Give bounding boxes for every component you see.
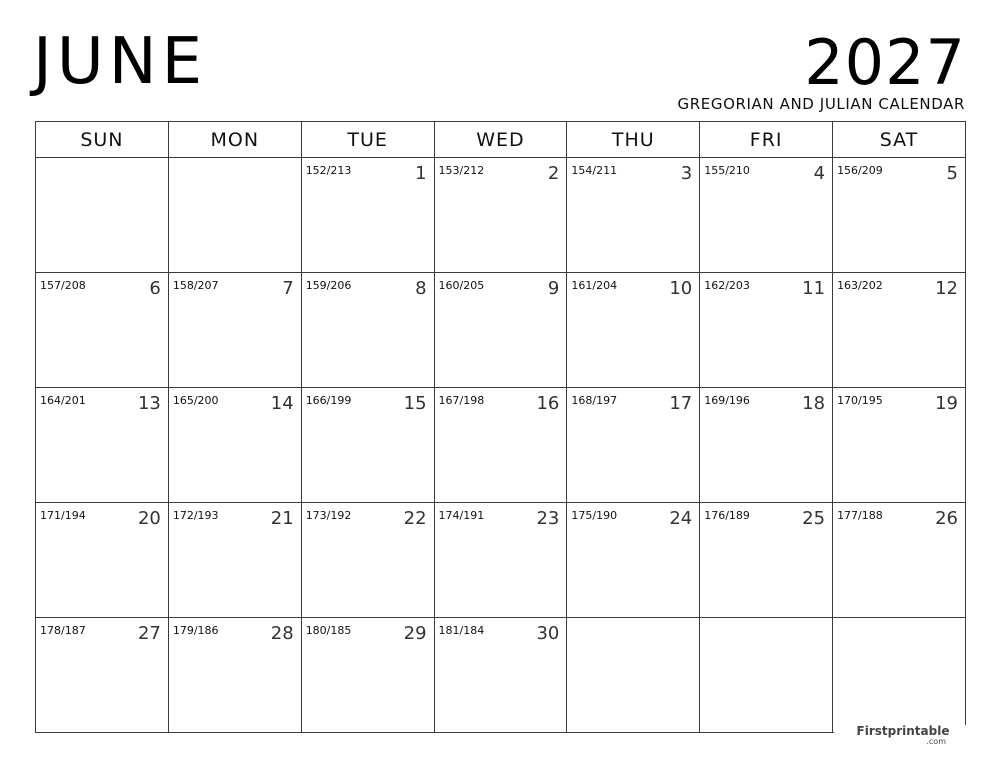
day-cell-content: [435, 158, 567, 272]
day-cell: [434, 618, 567, 733]
day-cell: [434, 503, 567, 618]
day-of-year-label: 177/188: [837, 509, 883, 522]
calendar-subtitle: GREGORIAN AND JULIAN CALENDAR: [677, 95, 965, 113]
day-cell-content: [833, 503, 965, 617]
day-of-year-label: 162/203: [704, 279, 750, 292]
week-row: [36, 388, 966, 503]
day-number: 29: [403, 623, 427, 644]
day-of-year-label: 163/202: [837, 279, 883, 292]
day-cell-content: [700, 158, 832, 272]
day-cell: [168, 618, 301, 733]
weekday-header: FRI: [700, 122, 833, 158]
weekday-header: MON: [168, 122, 301, 158]
day-of-year-label: 156/209: [837, 164, 883, 177]
day-cell: [567, 503, 700, 618]
day-cell-content: [833, 273, 965, 387]
day-number: 5: [946, 163, 958, 184]
day-of-year-label: 160/205: [438, 279, 485, 292]
day-of-year-label: 153/212: [438, 164, 485, 177]
day-number: 11: [802, 278, 826, 299]
day-of-year-label: 154/211: [571, 164, 618, 177]
day-cell: [833, 158, 966, 273]
day-number: 24: [669, 508, 693, 529]
day-number: 16: [536, 393, 560, 414]
day-cell-content: [36, 388, 168, 502]
day-number: 21: [270, 508, 294, 529]
day-number: 1: [415, 163, 427, 184]
day-number: 19: [935, 393, 958, 414]
week-row: [36, 618, 966, 733]
day-number: 15: [403, 393, 427, 414]
weekday-header-row: [36, 122, 966, 158]
brand-name: Firstprintable: [856, 724, 950, 738]
day-number: 17: [669, 393, 693, 414]
day-cell-content: [435, 503, 567, 617]
day-number: 8: [415, 278, 427, 299]
day-of-year-label: 158/207: [172, 279, 219, 292]
day-of-year-label: 174/191: [438, 509, 485, 522]
day-cell-content: [567, 273, 699, 387]
day-of-year-label: 168/197: [571, 394, 618, 407]
day-number: 26: [935, 508, 958, 529]
empty-day-cell: [833, 618, 966, 733]
day-of-year-label: 165/200: [172, 394, 219, 407]
day-of-year-label: 169/196: [704, 394, 750, 407]
day-cell-content: [36, 503, 168, 617]
day-number: 4: [813, 163, 826, 184]
week-row: [36, 158, 966, 273]
day-cell: [567, 273, 700, 388]
weekday-header: THU: [567, 122, 700, 158]
empty-day-cell: [168, 158, 301, 273]
empty-day-cell: [36, 158, 169, 273]
day-number: 10: [669, 278, 693, 299]
day-cell-content: [169, 503, 301, 617]
day-of-year-label: 159/206: [305, 279, 352, 292]
day-cell-content: [169, 388, 301, 502]
empty-day-cell: [700, 618, 833, 733]
day-cell-content: [700, 273, 832, 387]
day-cell-content: [302, 273, 434, 387]
day-cell: [434, 388, 567, 503]
day-cell: [301, 273, 434, 388]
day-number: 27: [137, 623, 161, 644]
day-cell-content: [36, 273, 168, 387]
day-cell: [434, 273, 567, 388]
weekday-header: WED: [434, 122, 567, 158]
day-cell: [833, 273, 966, 388]
day-cell: [301, 618, 434, 733]
day-of-year-label: 166/199: [305, 394, 352, 407]
weekday-header: SUN: [36, 122, 169, 158]
day-of-year-label: 175/190: [571, 509, 618, 522]
day-cell-content: [567, 503, 699, 617]
day-number: 9: [547, 278, 560, 299]
day-number: 30: [536, 623, 560, 644]
day-number: 28: [270, 623, 294, 644]
day-of-year-label: 176/189: [704, 509, 750, 522]
day-cell-content: [435, 388, 567, 502]
day-cell-content: [700, 388, 832, 502]
day-cell-content: [36, 618, 168, 732]
day-of-year-label: 179/186: [172, 624, 219, 637]
day-cell-content: [833, 158, 965, 272]
brand-logo: [834, 725, 972, 746]
weekday-header: SAT: [833, 122, 966, 158]
day-cell: [36, 388, 169, 503]
day-cell: [301, 503, 434, 618]
day-of-year-label: 155/210: [704, 164, 750, 177]
day-cell: [700, 503, 833, 618]
calendar-grid: [35, 121, 966, 733]
day-of-year-label: 181/184: [438, 624, 485, 637]
day-cell: [168, 503, 301, 618]
calendar-body: [36, 158, 966, 733]
brand-domain: .com: [926, 737, 946, 746]
day-cell-content: [302, 388, 434, 502]
week-row: [36, 273, 966, 388]
day-of-year-label: 152/213: [305, 164, 352, 177]
week-row: [36, 503, 966, 618]
day-cell: [700, 158, 833, 273]
year-title: 2027: [804, 26, 966, 99]
day-number: 20: [137, 508, 161, 529]
day-cell: [833, 503, 966, 618]
day-cell-content: [169, 618, 301, 732]
day-cell: [301, 158, 434, 273]
day-cell: [833, 388, 966, 503]
day-cell: [700, 388, 833, 503]
day-cell: [567, 388, 700, 503]
day-of-year-label: 167/198: [438, 394, 485, 407]
day-cell: [168, 273, 301, 388]
day-number: 12: [935, 278, 958, 299]
day-of-year-label: 178/187: [40, 624, 86, 637]
day-cell-content: [833, 388, 965, 502]
day-cell-content: [302, 503, 434, 617]
day-of-year-label: 170/195: [837, 394, 883, 407]
day-of-year-label: 171/194: [40, 509, 86, 522]
month-title: JUNE: [33, 25, 208, 99]
day-of-year-label: 161/204: [571, 279, 618, 292]
day-number: 7: [282, 278, 294, 299]
day-number: 6: [149, 278, 161, 299]
day-number: 23: [536, 508, 560, 529]
day-cell: [434, 158, 567, 273]
empty-day-cell: [567, 618, 700, 733]
day-cell: [700, 273, 833, 388]
day-cell-content: [435, 618, 567, 732]
day-of-year-label: 157/208: [40, 279, 86, 292]
day-cell-content: [302, 158, 434, 272]
day-of-year-label: 173/192: [305, 509, 352, 522]
day-cell-content: [567, 158, 699, 272]
day-cell-content: [302, 618, 434, 732]
day-number: 18: [802, 393, 826, 414]
day-cell-content: [169, 273, 301, 387]
day-of-year-label: 172/193: [172, 509, 219, 522]
day-number: 3: [680, 163, 693, 184]
day-cell: [168, 388, 301, 503]
day-cell-content: [435, 273, 567, 387]
day-cell: [567, 158, 700, 273]
weekday-header: TUE: [301, 122, 434, 158]
day-cell: [36, 273, 169, 388]
day-cell: [36, 618, 169, 733]
day-cell: [301, 388, 434, 503]
day-number: 14: [270, 393, 294, 414]
day-number: 13: [137, 393, 161, 414]
day-of-year-label: 180/185: [305, 624, 352, 637]
day-of-year-label: 164/201: [40, 394, 86, 407]
day-cell-content: [567, 388, 699, 502]
day-number: 25: [802, 508, 826, 529]
day-cell-content: [700, 503, 832, 617]
day-number: 22: [403, 508, 427, 529]
day-cell: [36, 503, 169, 618]
day-number: 2: [547, 163, 560, 184]
